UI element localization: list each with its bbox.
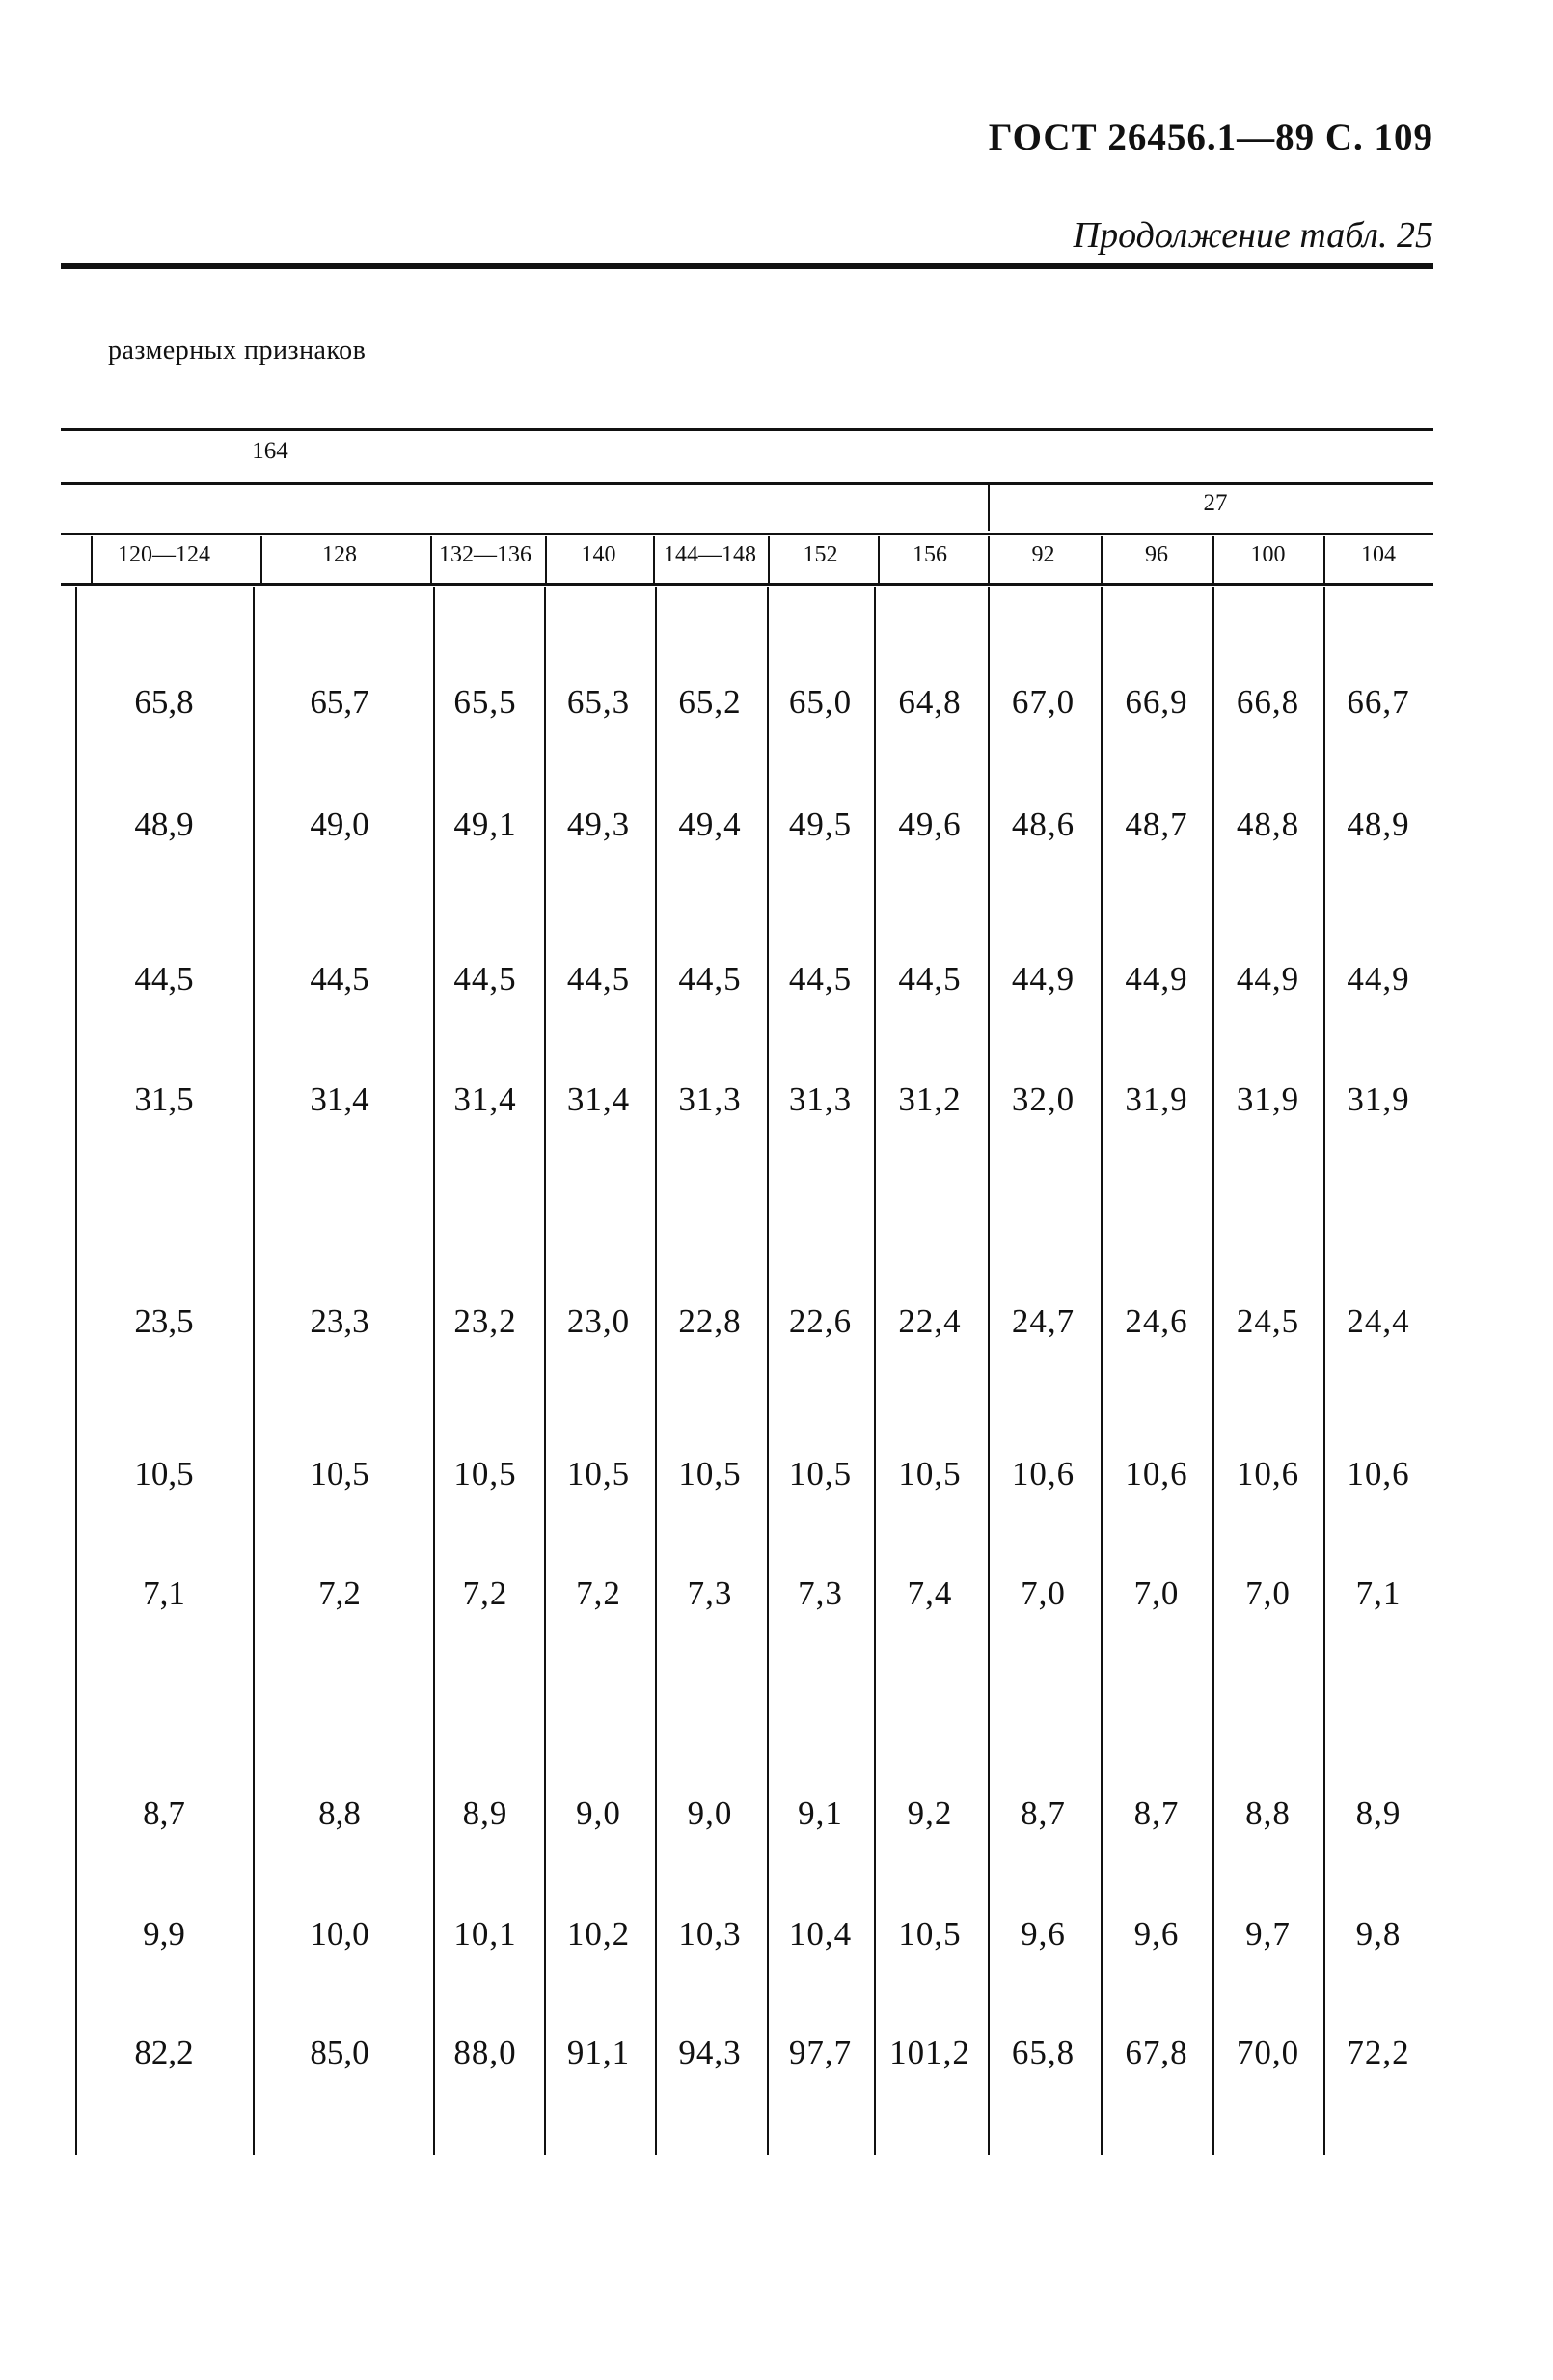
table-cell: 31,5 — [134, 1081, 194, 1118]
table-cell: 7,0 — [1021, 1574, 1066, 1612]
table-cell: 31,3 — [678, 1081, 742, 1118]
table-cell: 10,6 — [1347, 1455, 1410, 1492]
table-cell: 72,2 — [1347, 2034, 1410, 2071]
table-cell: 8,7 — [1133, 1794, 1180, 1832]
table-cell: 31,2 — [898, 1081, 962, 1118]
table-cell: 23,5 — [134, 1302, 194, 1340]
table-cell: 66,7 — [1347, 683, 1410, 721]
group-heading-164: 164 — [252, 438, 288, 464]
table-cell: 49,1 — [453, 806, 517, 843]
table-cell: 8,7 — [1021, 1794, 1066, 1832]
table-cell: 8,9 — [462, 1794, 508, 1832]
table-cell: 65,0 — [788, 683, 853, 721]
table-cell: 67,8 — [1125, 2034, 1188, 2071]
table-cell: 44,5 — [134, 960, 194, 998]
table-cell: 10,4 — [788, 1915, 853, 1953]
table-top-rule — [61, 428, 1433, 431]
table-cell: 48,9 — [134, 806, 194, 843]
table-cell: 7,3 — [798, 1574, 843, 1612]
table-cell: 9,7 — [1245, 1915, 1291, 1953]
table-cell: 65,8 — [134, 683, 194, 721]
table-cell: 31,9 — [1347, 1081, 1410, 1118]
table-cell: 9,8 — [1355, 1915, 1402, 1953]
table-cell: 24,6 — [1125, 1302, 1188, 1340]
table-cell: 44,5 — [566, 960, 631, 998]
table-cell: 8,8 — [318, 1794, 361, 1832]
table-cell: 9,9 — [143, 1915, 185, 1953]
table-cell: 44,9 — [1236, 960, 1300, 998]
table-cell: 49,3 — [566, 806, 631, 843]
table-cell: 65,3 — [566, 683, 631, 721]
column-header-top-rule — [61, 533, 1433, 535]
table-cell: 64,8 — [898, 683, 962, 721]
table-cell: 65,2 — [678, 683, 742, 721]
group-heading-27: 27 — [1203, 490, 1228, 516]
column-header: 132—136 — [439, 542, 531, 567]
table-cell: 7,1 — [143, 1574, 185, 1612]
table-cell: 44,9 — [1125, 960, 1188, 998]
table-cell: 8,7 — [143, 1794, 185, 1832]
table-cell: 10,6 — [1011, 1455, 1076, 1492]
table-cell: 10,5 — [788, 1455, 853, 1492]
table-cell: 101,2 — [889, 2034, 970, 2071]
table-cell: 9,0 — [687, 1794, 733, 1832]
group-rule — [61, 482, 1433, 485]
table-cell: 31,3 — [788, 1081, 853, 1118]
table-cell: 66,8 — [1236, 683, 1300, 721]
column-header: 96 — [1145, 542, 1168, 567]
table-cell: 66,9 — [1125, 683, 1188, 721]
document-code: ГОСТ 26456.1—89 С. 109 — [988, 117, 1433, 158]
table-cell: 23,2 — [453, 1302, 517, 1340]
table-cell: 32,0 — [1011, 1081, 1076, 1118]
table-cell: 23,0 — [566, 1302, 631, 1340]
table-cell: 49,0 — [310, 806, 369, 843]
table-cell: 31,4 — [453, 1081, 517, 1118]
table-cell: 8,8 — [1245, 1794, 1291, 1832]
table-cell: 65,5 — [453, 683, 517, 721]
table-cell: 31,9 — [1236, 1081, 1300, 1118]
column-header: 128 — [322, 542, 357, 567]
column-header: 156 — [913, 542, 947, 567]
table-cell: 31,4 — [310, 1081, 369, 1118]
table-cell: 7,0 — [1245, 1574, 1291, 1612]
table-cell: 10,5 — [134, 1455, 194, 1492]
table-cell: 31,4 — [566, 1081, 631, 1118]
table-cell: 7,2 — [576, 1574, 621, 1612]
table-cell: 24,7 — [1011, 1302, 1076, 1340]
table-cell: 9,0 — [576, 1794, 621, 1832]
column-header: 100 — [1250, 542, 1286, 567]
table-cell: 67,0 — [1011, 683, 1076, 721]
table-cell: 44,9 — [1011, 960, 1076, 998]
group-27-divider — [988, 482, 990, 531]
table-cell: 7,4 — [907, 1574, 953, 1612]
table-cell: 7,0 — [1133, 1574, 1180, 1612]
table-cell: 82,2 — [134, 2034, 194, 2071]
table-cell: 49,4 — [678, 806, 742, 843]
table-cell: 7,3 — [687, 1574, 733, 1612]
table-cell: 44,5 — [898, 960, 962, 998]
table-cell: 10,6 — [1125, 1455, 1188, 1492]
table-cell: 10,5 — [310, 1455, 369, 1492]
table-cell: 48,8 — [1236, 806, 1300, 843]
column-header: 144—148 — [664, 542, 756, 567]
column-header-bottom-rule — [61, 583, 1433, 586]
table-cell: 10,2 — [566, 1915, 631, 1953]
table-cell: 44,5 — [678, 960, 742, 998]
table-cell: 44,5 — [788, 960, 853, 998]
table-cell: 44,5 — [453, 960, 517, 998]
table-cell: 22,4 — [898, 1302, 962, 1340]
column-header: 152 — [803, 542, 838, 567]
table-cell: 10,5 — [453, 1455, 517, 1492]
table-cell: 91,1 — [566, 2034, 631, 2071]
table-cell: 97,7 — [788, 2034, 853, 2071]
table-cell: 24,5 — [1236, 1302, 1300, 1340]
table-cell: 7,2 — [318, 1574, 361, 1612]
table-cell: 88,0 — [453, 2034, 517, 2071]
table-continuation-label: Продолжение табл. 25 — [1073, 215, 1433, 256]
table-cell: 94,3 — [678, 2034, 742, 2071]
table-cell: 48,9 — [1347, 806, 1410, 843]
table-cell: 48,7 — [1125, 806, 1188, 843]
table-cell: 65,8 — [1011, 2034, 1076, 2071]
column-header: 92 — [1031, 542, 1055, 567]
table-cell: 9,1 — [798, 1794, 843, 1832]
table-cell: 44,9 — [1347, 960, 1410, 998]
table-cell: 10,5 — [898, 1455, 962, 1492]
table-cell: 10,5 — [898, 1915, 962, 1953]
table-cell: 7,1 — [1355, 1574, 1402, 1612]
column-header: 120—124 — [118, 542, 210, 567]
table-cell: 9,2 — [907, 1794, 953, 1832]
column-header: 140 — [581, 542, 616, 567]
header-rule — [61, 263, 1433, 269]
table-cell: 31,9 — [1125, 1081, 1188, 1118]
table-cell: 10,0 — [310, 1915, 369, 1953]
table-cell: 7,2 — [462, 1574, 508, 1612]
table-cell: 23,3 — [310, 1302, 369, 1340]
table-cell: 9,6 — [1021, 1915, 1066, 1953]
table-cell: 49,6 — [898, 806, 962, 843]
table-cell: 22,6 — [788, 1302, 853, 1340]
table-caption: размерных признаков — [108, 336, 367, 366]
table-cell: 22,8 — [678, 1302, 742, 1340]
table-cell: 10,3 — [678, 1915, 742, 1953]
table-cell: 10,6 — [1236, 1455, 1300, 1492]
table-cell: 44,5 — [310, 960, 369, 998]
table-cell: 8,9 — [1355, 1794, 1402, 1832]
table-cell: 10,1 — [453, 1915, 517, 1953]
table-cell: 24,4 — [1347, 1302, 1410, 1340]
table-cell: 10,5 — [566, 1455, 631, 1492]
table-cell: 65,7 — [310, 683, 369, 721]
column-header: 104 — [1361, 542, 1396, 567]
table-cell: 70,0 — [1236, 2034, 1300, 2071]
table-cell: 48,6 — [1011, 806, 1076, 843]
table-cell: 85,0 — [310, 2034, 369, 2071]
table-cell: 9,6 — [1133, 1915, 1180, 1953]
table-cell: 10,5 — [678, 1455, 742, 1492]
table-cell: 49,5 — [788, 806, 853, 843]
